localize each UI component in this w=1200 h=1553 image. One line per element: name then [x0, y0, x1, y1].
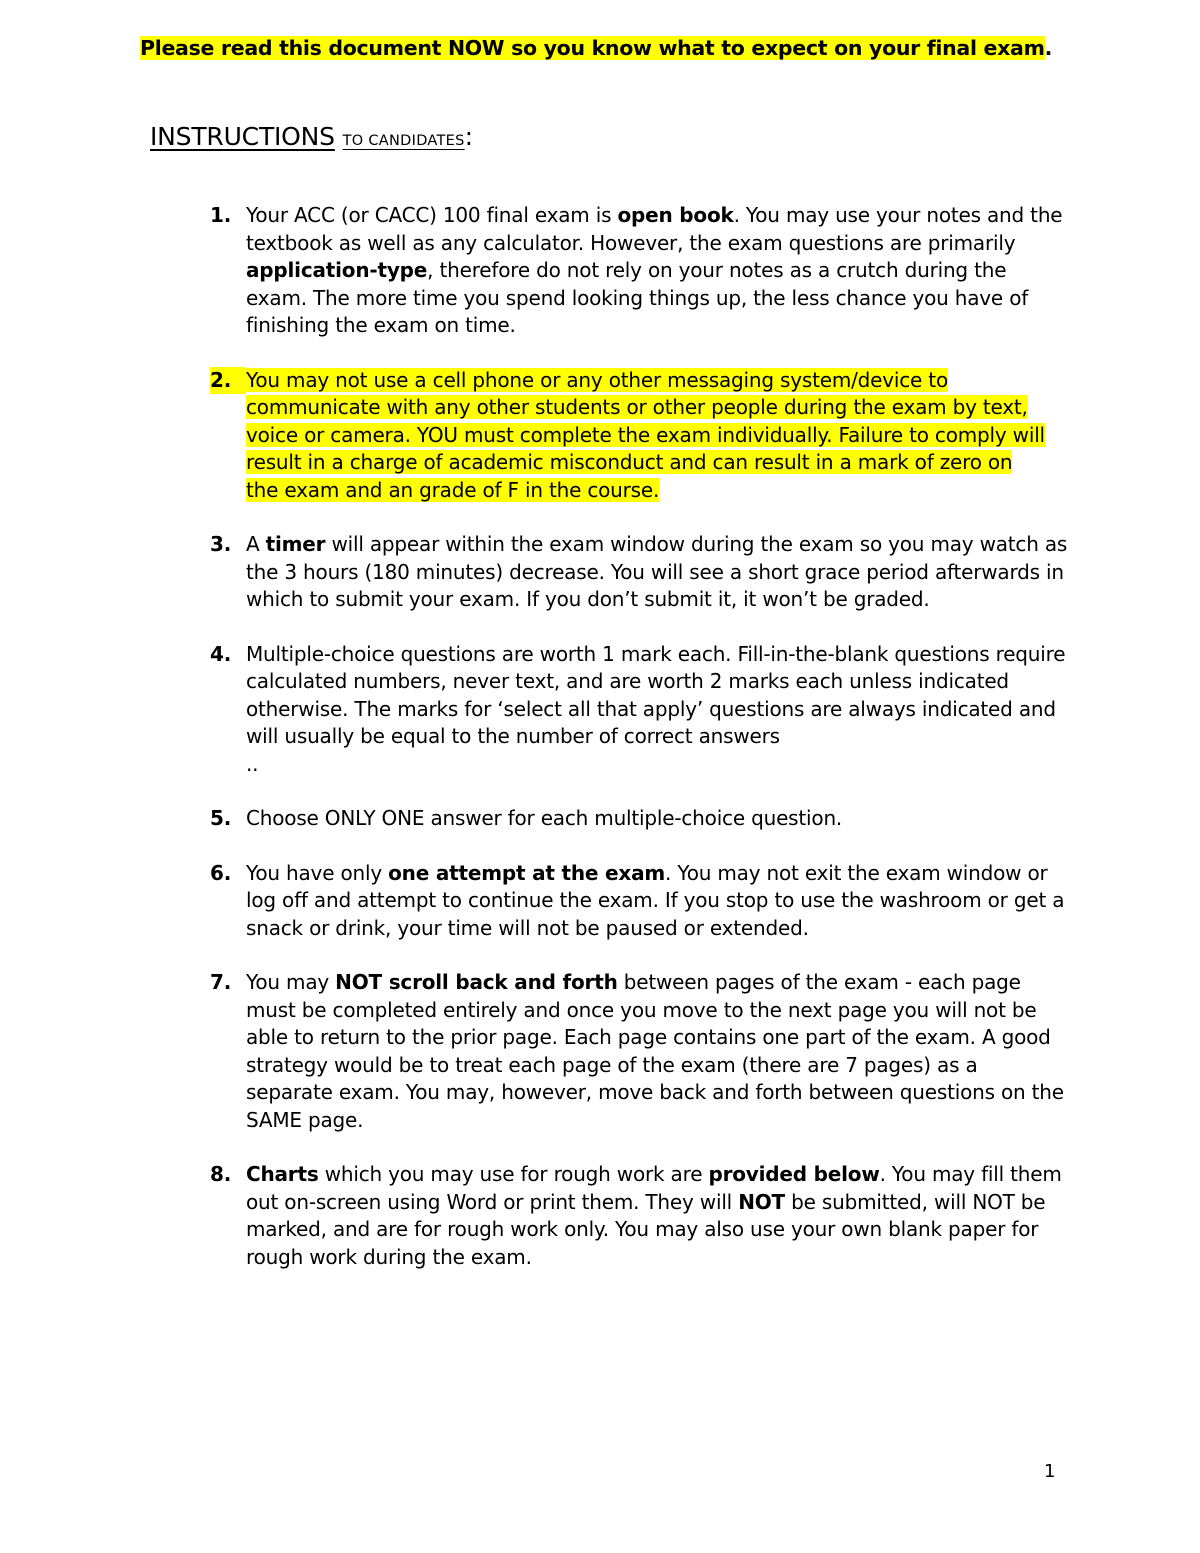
item-trailing-dots: .. [246, 751, 259, 776]
item-number: 4. [210, 641, 232, 666]
heading-main: INSTRUCTIONS [150, 122, 335, 151]
item-number: 6. [210, 860, 232, 885]
item-text: will appear within the exam window during the exam so you may watch as the 3 hours (180 minutes) decrease. You will see a short grace period afterwards in which to submit your exam. If you don’t submit it, it won’t be graded. [246, 532, 1068, 611]
item-bold-text: Charts [246, 1162, 319, 1186]
item-bold-text: open book [617, 203, 734, 227]
item-bold-text: timer [265, 532, 326, 556]
page-number: 1 [1044, 1461, 1056, 1482]
instruction-item-7 [210, 969, 1070, 1134]
notice-text: Please read this document NOW so you know what to expect on your final exam [140, 36, 1045, 60]
item-text: . You may fill them out on-screen using Word or print them. They will [246, 1162, 1062, 1214]
instruction-item-3 [210, 531, 1070, 614]
item-number: 3. [210, 532, 232, 556]
item-text: Multiple-choice questions are worth 1 mark each. Fill-in-the-blank questions require calculated numbers, never text, and are worth 2 marks each unless indicated otherwise. The marks for ‘select all that apply’ questions are always indicated and will usually be equal to the number of correct answers [246, 641, 1066, 748]
item-number: 8. [210, 1162, 232, 1186]
item-text: You have only [246, 860, 389, 885]
item-text: between pages of the exam - each page must be completed entirely and once you move to the next page you will not be able to return to the prior page. Each page contains one part of the exam. A good strategy would be to treat each page of the exam (there are 7 pages) as a separate exam. You may, however, move back and forth between questions on the SAME page. [246, 970, 1064, 1132]
item-bold-text: provided below [708, 1162, 880, 1186]
item-number: 2. [210, 367, 246, 395]
instruction-item-1 [210, 202, 1070, 340]
instruction-item-4 [210, 641, 1070, 779]
item-text: Your ACC (or CACC) 100 final exam is [246, 203, 618, 227]
item-bold-text: NOT [738, 1189, 785, 1214]
item-text: , therefore do not rely on your notes as a crutch during the exam. The more time you spend looking things up, the less chance you have of finishing the exam on time. [246, 258, 1029, 337]
notice-period: . [1044, 36, 1053, 60]
item-bold-text: one attempt at the exam [388, 860, 666, 885]
notice-highlight [140, 36, 1045, 60]
item-text: be submitted, will NOT be marked, and are for rough work only. You may also use your own blank paper for rough work during the exam. [246, 1189, 1046, 1269]
item-text: which you may use for rough work are [318, 1162, 709, 1186]
instruction-item-2 [210, 367, 1070, 505]
heading-sub: TO CANDIDATES [342, 133, 465, 149]
item-number: 7. [210, 970, 232, 994]
instruction-item-5 [210, 805, 1070, 833]
item-text: You may [246, 970, 336, 994]
item-number: 5. [210, 806, 232, 830]
item-bold-text: application-type [246, 258, 428, 282]
item-text: Choose ONLY ONE answer for each multiple-choice question. [246, 806, 843, 830]
item-text: . You may not exit the exam window or log off and attempt to continue the exam. If you stop to use the washroom or get a snack or drink, your time will not be paused or extended. [246, 860, 1065, 940]
instruction-item-6 [210, 860, 1070, 943]
instructions-list [210, 202, 1070, 1271]
item-bold-text: NOT scroll back and forth [335, 970, 618, 994]
heading-colon: : [464, 122, 473, 151]
item-text: . You may use your notes and the textbook as well as any calculator. However, the exam questions are primarily [246, 203, 1063, 255]
item-highlighted-text: You may not use a cell phone or any other messaging system/device to communicate with any other students or other people during the exam by text, voice or camera. YOU must complete the exam individually. Failure to comply will result in a charge of academic misconduct and can result in a mark of zero on the exam and an grade of F in the course. [246, 367, 1045, 502]
item-number: 1. [210, 203, 232, 227]
item-text: A [246, 532, 266, 556]
exam-notice [140, 34, 1052, 62]
instruction-item-8 [210, 1161, 1070, 1271]
instructions-heading [150, 120, 473, 158]
